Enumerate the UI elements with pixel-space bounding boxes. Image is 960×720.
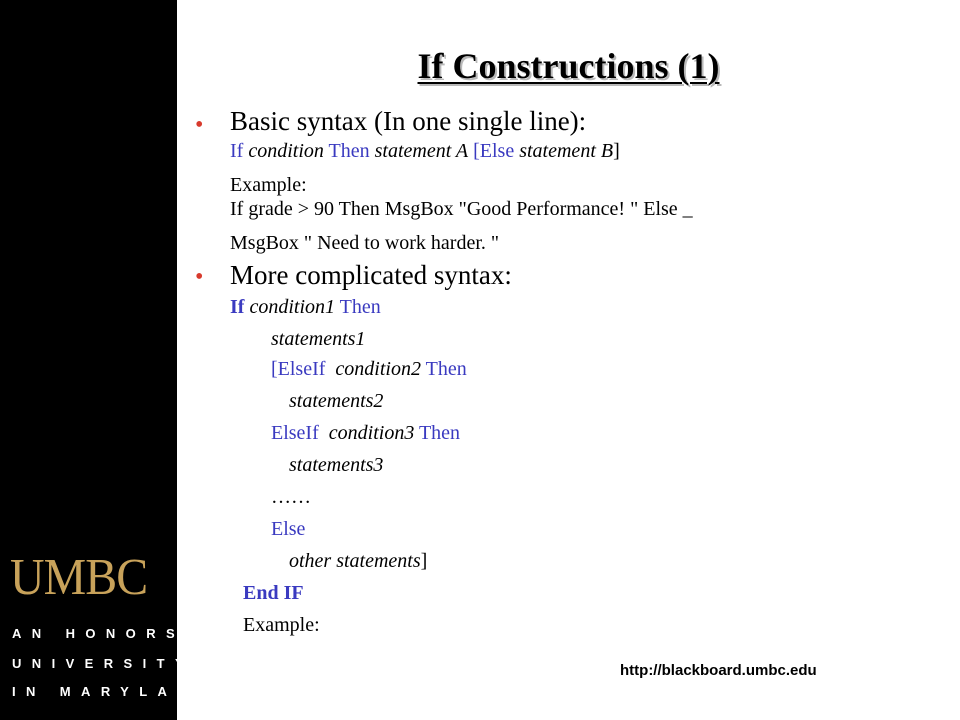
code-line-if — [230, 295, 381, 319]
sidebar — [0, 0, 217, 720]
code-line-statements1: statements1 — [271, 328, 366, 350]
keyword-if: If — [230, 296, 245, 318]
keyword-elseif: ElseIf — [271, 422, 319, 444]
condition2: condition2 — [335, 358, 421, 380]
syntax-statement-a: statement A — [374, 140, 469, 162]
code-line-statements2: statements2 — [289, 390, 384, 412]
syntax-condition: condition — [248, 140, 324, 162]
code-line-other-statements — [289, 549, 427, 573]
keyword-then: Then — [328, 140, 370, 162]
logo-tagline-line-3: IN MARYLAND — [12, 684, 217, 699]
bullet-1-marker: • — [195, 112, 204, 138]
umbc-logo — [10, 549, 217, 699]
umbc-wordmark: UMBC — [10, 549, 148, 606]
condition1: condition1 — [249, 296, 335, 318]
slide-title: If Constructions (1) — [417, 46, 720, 86]
example-label: Example: — [230, 174, 307, 196]
other-statements: other statements — [289, 550, 421, 572]
bullet-1-heading: Basic syntax (In one single line): — [230, 106, 587, 136]
example-line-2: MsgBox " Need to work harder. " — [230, 232, 500, 254]
example-line-1: If grade > 90 Then MsgBox "Good Performance! " Else _ — [230, 198, 693, 220]
code-line-elseif-1 — [271, 357, 467, 381]
code-line-else: Else — [271, 518, 306, 540]
bullet-2-heading: More complicated syntax: — [230, 260, 512, 290]
code-line-ellipsis: …… — [271, 486, 311, 508]
code-line-statements3: statements3 — [289, 454, 384, 476]
syntax-line — [230, 139, 620, 163]
syntax-statement-b: statement B — [519, 140, 614, 162]
keyword-then: Then — [418, 422, 461, 444]
logo-tagline-line-1: AN HONORS — [12, 626, 186, 641]
example-label-2: Example: — [243, 614, 320, 636]
footer-url[interactable]: http://blackboard.umbc.edu — [620, 662, 817, 679]
keyword-if: If — [230, 140, 244, 162]
logo-tagline-line-2: UNIVERSITY — [12, 656, 195, 671]
keyword-then: Then — [425, 358, 467, 380]
keyword-then: Then — [339, 296, 381, 318]
keyword-else: [Else — [473, 140, 515, 162]
keyword-elseif: [ElseIf — [271, 358, 326, 380]
condition3: condition3 — [328, 422, 415, 444]
code-line-end-if: End IF — [243, 582, 304, 604]
bullet-2-marker: • — [195, 264, 204, 290]
syntax-close-bracket: ] — [613, 140, 620, 162]
code-line-elseif-2 — [271, 421, 460, 445]
close-bracket: ] — [420, 550, 428, 572]
